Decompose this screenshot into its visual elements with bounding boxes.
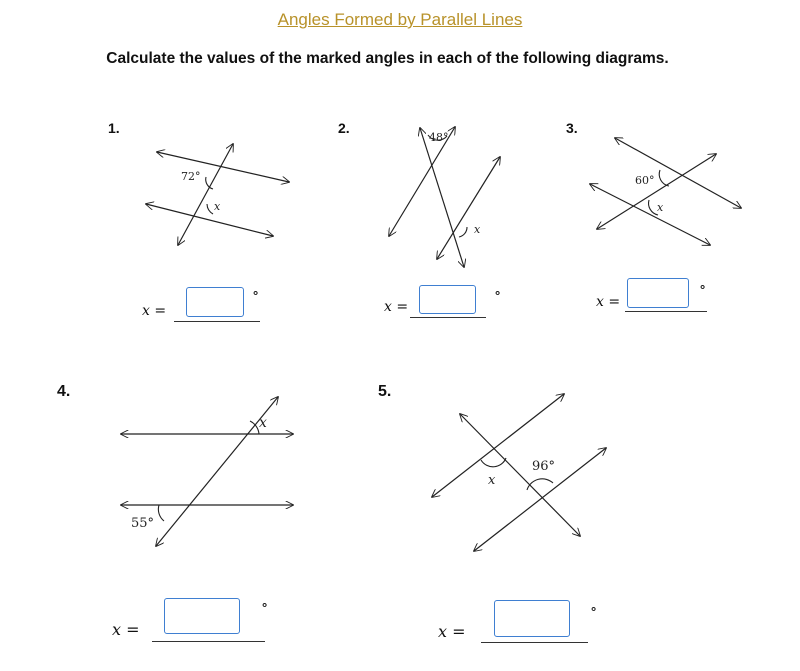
question-4-number: 4. [57,383,71,400]
degree-symbol: ° [700,282,706,297]
diagram-2 [389,127,500,267]
question-5-number: 5. [378,383,392,400]
answer-input-2[interactable] [419,285,476,314]
angle-arc [481,458,506,467]
angle-label: 72° [181,170,201,183]
worksheet-title: Angles Formed by Parallel Lines [277,10,523,29]
answer-input-3[interactable] [627,278,689,308]
parallel-line [590,184,710,245]
unknown-label: x [474,223,481,236]
angle-arc [659,170,669,186]
parallel-line [146,204,273,236]
angle-arc [158,505,164,521]
answer-prefix: x = [142,303,167,319]
angle-label: 55° [131,516,155,531]
diagram-3 [590,138,741,245]
degree-symbol: ° [253,288,259,303]
unknown-label: x [214,200,221,213]
answer-underline [152,641,265,642]
question-2-number: 2. [338,120,350,136]
angle-arc [207,204,213,214]
answer-prefix: x = [438,622,466,641]
answer-underline [410,317,486,318]
angle-arc [459,227,467,237]
answer-underline [481,642,588,643]
transversal-line [460,414,580,536]
angle-label: 48° [429,131,449,144]
angle-arc [527,479,553,490]
angle-label: 60° [635,174,655,187]
parallel-line [432,394,564,497]
answer-input-4[interactable] [164,598,240,634]
unknown-label: x [657,201,664,214]
question-1-number: 1. [108,120,120,136]
diagram-5 [432,394,606,551]
question-3-number: 3. [566,120,578,136]
degree-symbol: ° [591,604,597,619]
unknown-label: x [488,473,496,488]
answer-prefix: x = [384,299,409,315]
angle-arc [250,421,259,434]
degree-symbol: ° [495,288,501,303]
answer-underline [174,321,260,322]
angle-label: 96° [532,459,556,474]
answer-underline [625,311,707,312]
diagram-1 [146,144,289,245]
instructions: Calculate the values of the marked angles in each of the following diagrams. [106,50,669,67]
parallel-line [157,152,289,182]
degree-symbol: ° [262,600,268,615]
answer-input-1[interactable] [186,287,244,317]
unknown-label: x [259,415,267,431]
answer-prefix: x = [596,294,621,310]
answer-input-5[interactable] [494,600,570,637]
answer-prefix: x = [112,620,140,639]
diagram-4 [121,397,293,546]
parallel-line [615,138,741,208]
parallel-line [437,157,500,259]
